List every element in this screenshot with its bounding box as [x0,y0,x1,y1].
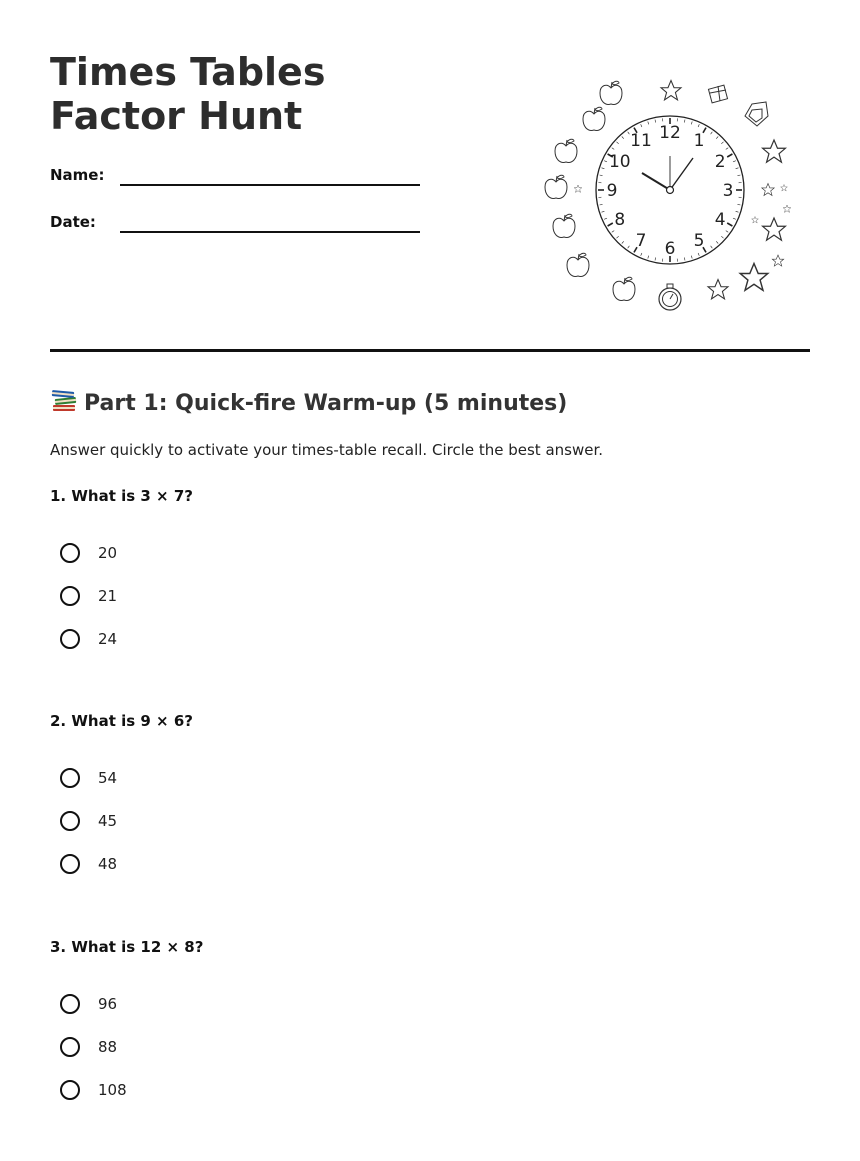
clock-numeral: 2 [714,152,726,172]
clock-numeral: 9 [606,181,618,201]
radio-button[interactable] [60,854,80,874]
date-field[interactable] [50,213,420,237]
option-label: 21 [98,587,118,605]
part1-heading [50,388,567,416]
clock-numeral: 6 [664,239,676,259]
name-line[interactable] [120,184,420,186]
option-label: 54 [98,769,118,787]
part1-title: Part 1: Quick-fire Warm-up (5 minutes) [84,391,568,416]
question-text: 1. What is 3 × 7? [50,487,193,505]
clock-numeral: 1 [693,130,705,151]
clock-numeral: 10 [608,152,631,172]
radio-button[interactable] [60,1080,80,1100]
clock-numeral: 5 [693,231,705,252]
header-divider [50,349,810,352]
gift-box-icon [708,85,727,103]
name-label: Name: [50,166,105,184]
clock-face [596,116,744,264]
radio-button[interactable] [60,994,80,1014]
clock-numeral: 7 [635,231,647,252]
part1-instructions: Answer quickly to activate your times-table recall. Circle the best answer. [50,441,604,459]
date-line[interactable] [120,231,420,233]
option-label: 108 [98,1081,127,1099]
option-label: 20 [98,544,118,562]
clock-numeral: 12 [659,123,681,143]
radio-button[interactable] [60,768,80,788]
option-label: 96 [98,995,118,1013]
clock-numeral: 11 [630,130,652,151]
radio-button[interactable] [60,811,80,831]
stopwatch-icon [659,284,681,310]
radio-button[interactable] [60,586,80,606]
clock-numeral: 8 [614,210,626,230]
option-label: 45 [98,812,118,830]
question-text: 2. What is 9 × 6? [50,712,193,730]
radio-button[interactable] [60,629,80,649]
pentagon-icon [745,102,768,126]
books-icon [50,388,78,414]
name-field[interactable] [50,166,420,190]
date-label: Date: [50,213,96,231]
clock-numeral: 3 [722,181,734,201]
worksheet-title: Times Tables Factor Hunt [50,50,326,138]
clock-illustration [536,74,806,314]
question-3 [50,938,810,1099]
radio-button[interactable] [60,1037,80,1057]
question-2 [50,712,810,873]
option-label: 48 [98,855,118,873]
clock-numeral: 4 [714,210,726,230]
option-label: 88 [98,1038,118,1056]
radio-button[interactable] [60,543,80,563]
question-1 [50,487,810,648]
option-label: 24 [98,630,118,648]
question-text: 3. What is 12 × 8? [50,938,204,956]
